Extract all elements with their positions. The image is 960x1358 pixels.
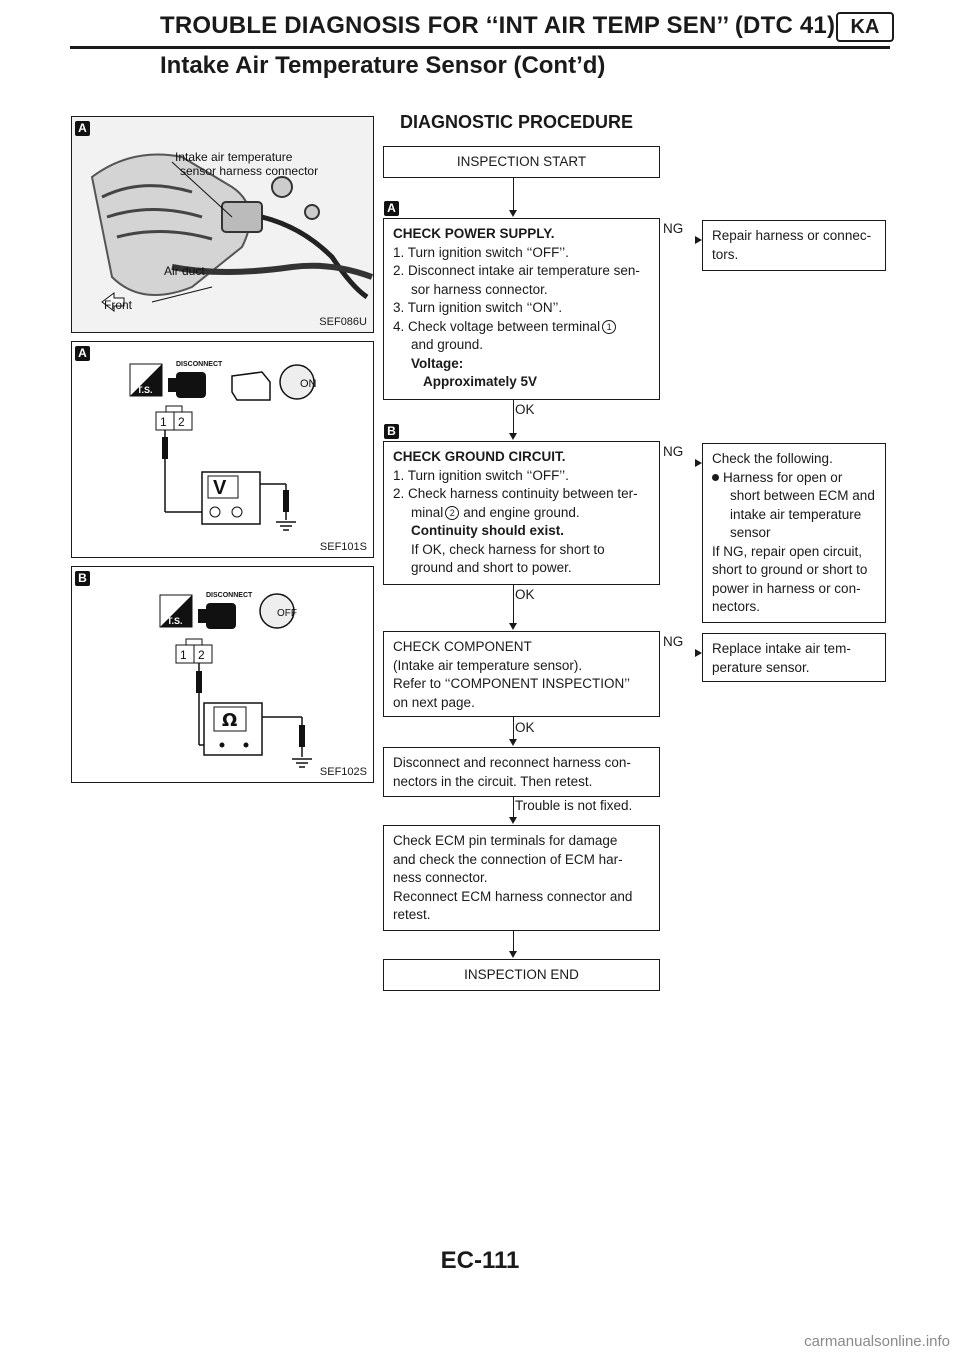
check-component-box: [383, 631, 660, 717]
step-b-ng-action: short to ground or short to: [712, 562, 868, 577]
step-b-ng-action: Check the following.: [712, 451, 833, 466]
step-b-line-text: and engine ground.: [463, 504, 580, 520]
continuity-check-illustration: [72, 567, 373, 782]
pin-1-label: 1: [160, 415, 167, 429]
photo-label-2: sensor harness connector: [180, 164, 319, 178]
header-rule: [70, 46, 890, 49]
step-b-ng-label: NG: [663, 444, 684, 459]
step-a-line: 3. Turn ignition switch ‘‘ON’’.: [393, 300, 563, 315]
ignition-on-label: ON: [300, 378, 317, 390]
engine-badge: KA: [836, 12, 894, 42]
check-following-box: [702, 443, 886, 623]
step-b-ng-action: short between ECM and: [730, 488, 875, 503]
photo-label-1: Intake air temperature: [175, 150, 293, 164]
check-ground-circuit-box: [383, 441, 660, 585]
step-b-spec: Continuity should exist.: [411, 523, 565, 538]
figure-tag-a: A: [75, 121, 90, 136]
pin-1-label: 1: [180, 648, 187, 662]
ignition-off-label: OFF: [277, 608, 297, 619]
step-b-line: 1. Turn ignition switch ‘‘OFF’’.: [393, 467, 569, 483]
inspection-start-box: [383, 146, 660, 178]
flow-arrow-right: [695, 649, 702, 657]
terminal-2-marker: 2: [445, 506, 459, 520]
figure-code: SEF101S: [319, 541, 367, 553]
figure-sensor-photo: [71, 116, 374, 333]
photo-label-3: Air duct: [164, 264, 205, 278]
step-a-line: and ground.: [411, 337, 484, 352]
figure-continuity-check: [71, 566, 374, 783]
step-e-line: ness connector.: [393, 870, 488, 885]
step-tag-b: B: [384, 424, 399, 439]
step-b-ng-action: If NG, repair open circuit,: [712, 543, 863, 559]
step-a-ng-action: Repair harness or connec-: [712, 228, 872, 243]
step-e-line: Check ECM pin terminals for damage: [393, 833, 618, 848]
page-number: EC-111: [440, 1247, 520, 1274]
step-c-ng-label: NG: [663, 634, 684, 649]
voltage-check-illustration: [72, 342, 373, 557]
page-subtitle: Intake Air Temperature Sensor (Cont’d): [160, 52, 606, 79]
step-b-ng-action: sensor: [730, 525, 771, 540]
figure-tag-b: B: [75, 571, 90, 586]
check-power-supply-box: [383, 218, 660, 400]
step-a-line: sor harness connector.: [411, 281, 548, 297]
sensor-photo-illustration: [72, 117, 373, 332]
ts-label: T.S.: [137, 385, 153, 395]
step-c-line: on next page.: [393, 694, 475, 710]
step-d-line: nectors in the circuit. Then retest.: [393, 773, 593, 789]
step-a-line: 2. Disconnect intake air temperature sen-: [393, 263, 640, 278]
disconnect-label: DISCONNECT: [176, 361, 223, 368]
flow-arrow-down: [509, 817, 517, 824]
step-b-note: If OK, check harness for short to: [411, 541, 605, 557]
flow-connector: [513, 400, 514, 435]
repair-harness-box: [702, 220, 886, 271]
flow-connector: [513, 797, 514, 818]
replace-sensor-box: [702, 633, 886, 682]
disconnect-reconnect-box: [383, 747, 660, 797]
step-c-ok-label: OK: [515, 720, 535, 735]
step-a-ng-label: NG: [663, 221, 684, 236]
step-d-result-label: Trouble is not fixed.: [515, 798, 633, 813]
figure-voltage-check: [71, 341, 374, 558]
flow-connector: [513, 931, 514, 952]
meter-ohm-label: Ω: [222, 710, 238, 731]
flow-connector: [513, 178, 514, 212]
check-ecm-pins-box: [383, 825, 660, 931]
step-e-line: Reconnect ECM harness connector and: [393, 888, 633, 904]
step-a-spec-label: Voltage:: [411, 355, 464, 371]
step-e-line: retest.: [393, 907, 431, 922]
step-b-line: 2. Check harness continuity between ter-: [393, 486, 638, 501]
step-b-note: ground and short to power.: [411, 560, 572, 575]
step-b-ng-action: power in harness or con-: [712, 580, 861, 596]
step-a-line-text: 4. Check voltage between terminal: [393, 318, 601, 334]
flow-arrow-down: [509, 433, 517, 440]
step-a-spec-value: Approximately 5V: [423, 374, 538, 389]
step-a-ok-label: OK: [515, 402, 535, 417]
step-b-ng-action: intake air temperature: [730, 506, 862, 522]
disconnect-label: DISCONNECT: [206, 592, 253, 599]
figure-code: SEF086U: [319, 316, 367, 328]
watermark: carmanualsonline.info: [804, 1333, 950, 1350]
step-c-ng-action: Replace intake air tem-: [712, 641, 851, 656]
inspection-end-box: [383, 959, 660, 991]
step-tag-a: A: [384, 201, 399, 216]
figure-code: SEF102S: [319, 766, 367, 778]
figure-tag-a: A: [75, 346, 90, 361]
step-a-line: [393, 318, 650, 337]
flow-arrow-down: [509, 951, 517, 958]
section-title: DIAGNOSTIC PROCEDURE: [400, 112, 634, 132]
terminal-1-marker: 1: [602, 320, 616, 334]
ts-label: T.S.: [167, 616, 183, 626]
flow-arrow-down: [509, 210, 517, 217]
inspection-start-text: INSPECTION START: [456, 154, 587, 169]
step-b-ok-label: OK: [515, 587, 535, 602]
flow-arrow-down: [509, 623, 517, 630]
step-b-ng-action: nectors.: [712, 599, 761, 614]
step-d-line: Disconnect and reconnect harness con-: [393, 755, 631, 770]
meter-v-label: V: [213, 477, 227, 499]
step-c-line: Refer to ‘‘COMPONENT INSPECTION’’: [393, 676, 631, 691]
step-b-terminal-prefix: minal: [411, 504, 444, 520]
step-a-line: 1. Turn ignition switch ‘‘OFF’’.: [393, 244, 569, 260]
step-b-line: [393, 504, 650, 523]
photo-label-4: Front: [104, 298, 133, 312]
flow-arrow-down: [509, 739, 517, 746]
pin-2-label: 2: [198, 648, 205, 662]
step-a-title: CHECK POWER SUPPLY.: [393, 226, 555, 241]
flow-connector: [513, 717, 514, 740]
pin-2-label: 2: [178, 415, 185, 429]
flow-connector: [513, 585, 514, 625]
step-b-title: CHECK GROUND CIRCUIT.: [393, 449, 566, 464]
step-e-line: and check the connection of ECM har-: [393, 851, 623, 867]
flow-arrow-right: [695, 236, 702, 244]
step-b-ng-bullet: Harness for open or: [712, 469, 876, 488]
step-a-ng-action: tors.: [712, 246, 739, 262]
step-c-line: (Intake air temperature sensor).: [393, 657, 583, 673]
step-c-line: CHECK COMPONENT: [393, 639, 532, 654]
page-header-title: TROUBLE DIAGNOSIS FOR ‘‘INT AIR TEMP SEN’’ (DTC 41): [160, 12, 836, 39]
inspection-end-text: INSPECTION END: [464, 967, 579, 982]
flow-arrow-right: [695, 459, 702, 467]
bullet-icon: [712, 474, 719, 481]
step-c-ng-action: perature sensor.: [712, 659, 810, 675]
